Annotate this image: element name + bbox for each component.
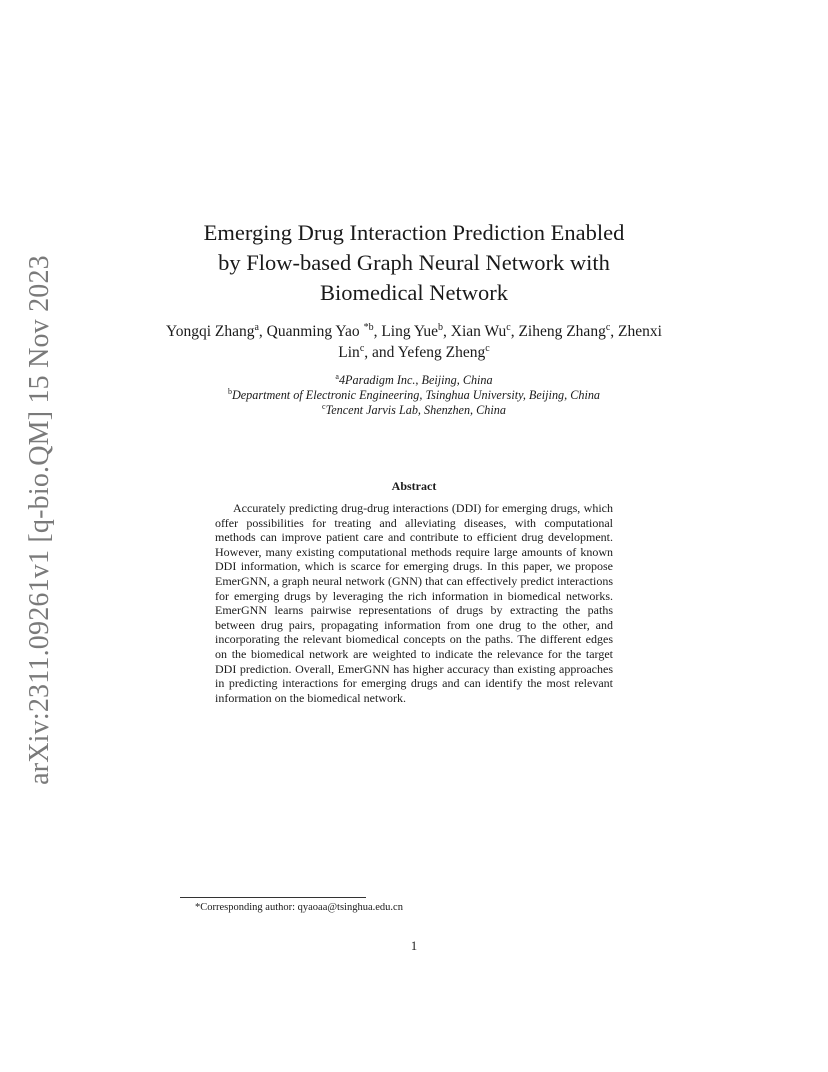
affiliation: $^c$Tencent Jarvis Lab, Shenzhen, China: [322, 401, 506, 417]
abstract-heading: Abstract: [391, 479, 437, 493]
title-line-1: Emerging Drug Interaction Prediction Enabled: [203, 220, 625, 245]
paper-title: [150, 218, 678, 308]
affiliation: $^a$4Paradigm Inc., Beijing, China: [335, 371, 493, 387]
author: Ziheng Zhang$^c$: [518, 321, 611, 340]
affiliation-list: [150, 373, 678, 418]
footnote-rule: [180, 897, 366, 898]
author: Zhenxi Lin$^c$: [338, 323, 662, 361]
affiliation: $^b$Department of Electronic Engineering, Tsinghua University, Beijing, China: [227, 386, 601, 402]
corresponding-author-footnote: *Corresponding author: qyaoaa@tsinghua.edu.cn: [195, 902, 403, 913]
arxiv-sidebar: [18, 256, 62, 784]
page-number: 1: [410, 939, 418, 953]
author-list: Yongqi Zhang$^a$, Quanming Yao $^{*b}$, Ling Yue$^b$, Xian Wu$^c$, Ziheng Zhang$^c$, Zhenxi Lin$^c$, and Yefeng Zheng$^c$: [166, 321, 662, 361]
author: Quanming Yao $^{*b}$: [266, 321, 374, 340]
title-line-2: by Flow-based Graph Neural Network with: [218, 250, 610, 275]
author: Yongqi Zhang$^a$: [166, 321, 259, 340]
author: Yefeng Zheng$^c$: [397, 342, 490, 361]
title-line-3: Biomedical Network: [319, 280, 509, 305]
abstract-body: Accurately predicting drug-drug interactions (DDI) for emerging drugs, which offer possibilities for treating and alleviating diseases, with computational methods can improve patient care and contribute to efficient drug development. However, many existing computational methods require large amounts of known DDI information, which is scarce for emerging drugs. In this paper, we propose EmerGNN, a graph neural network (GNN) that can effectively predict interactions for emerging drugs by leveraging the rich information in biomedical networks. EmerGNN learns pairwise representations of drugs by extracting the paths between drug pairs, propagating information from one drug to the other, and incorporating the relevant biomedical concepts on the paths. The different edges on the biomedical network are weighted to indicate the relevance for the target DDI prediction. Overall, EmerGNN has higher accuracy than existing approaches in predicting interactions for emerging drugs and can identify the most relevant information on the biomedical network.: [215, 501, 613, 705]
arxiv-identifier: arXiv:2311.09261v1 [q-bio.QM] 15 Nov 2023: [24, 255, 56, 785]
author: Xian Wu$^c$: [450, 321, 511, 340]
author: Ling Yue$^b$: [381, 321, 443, 340]
